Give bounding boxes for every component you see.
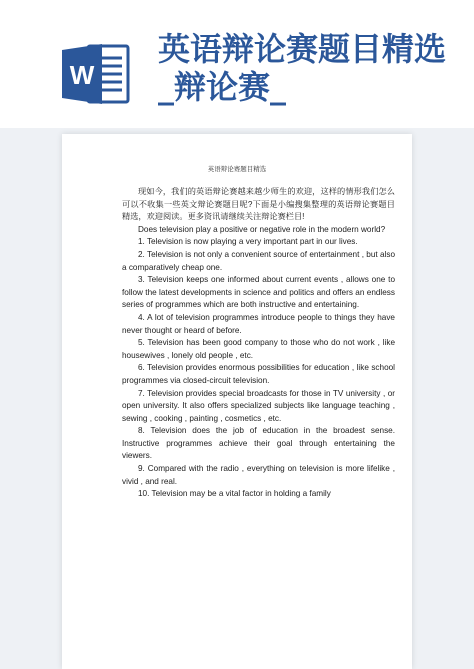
paragraph: 4. A lot of television programmes introduce people to things they have never thought or heard of before. (122, 312, 395, 335)
paragraph: 2. Television is not only a convenient source of entertainment , but also a comparatively cheap one. (122, 249, 395, 272)
paragraph: 10. Television may be a vital factor in holding a family (138, 489, 331, 499)
page-heading: 英语辩论赛题目精选 (207, 165, 267, 173)
paragraph: 1. Television is now playing a very important part in our lives. (138, 237, 358, 247)
document-page (62, 134, 412, 669)
paragraph: 6. Television provides enormous possibilities for education , like school programmes via closed-circuit television. (122, 363, 395, 385)
header (0, 0, 474, 128)
paragraph: 5. Television has been good company to those who do not work , like housewives , lonely old people , etc. (122, 338, 395, 360)
word-icon-letter: W (69, 60, 95, 90)
paragraph: Does television play a positive or negative role in the modern world? (138, 224, 386, 234)
document-body (122, 186, 395, 501)
document-title: 英语辩论赛题目精选_辩论赛_ (158, 30, 447, 106)
paragraph: 8. Television does the job of education in the broadest sense. Instructive programmes achieve their goal through entertaining the viewers. (122, 426, 395, 461)
paragraph: 3. Television keeps one informed about current events , allows one to follow the latest developments in science and politics and offers an endless series of programmes which are both instructive and entertaining. (122, 275, 395, 310)
paragraph: 现如今，我们的英语辩论赛越来越少师生的欢迎，这样的情形我们怎么可以不收集一些英文辩论赛题目呢?下面是小编搜集整理的英语辩论赛题目精选，欢迎阅读。更多资讯请继续关注辩论赛栏目! (122, 187, 395, 222)
paragraph: 9. Compared with the radio , everything on television is more lifelike , vivid , and real. (122, 464, 395, 486)
word-document-icon (62, 40, 130, 108)
paragraph: 7. Television provides special broadcasts for those in TV university , or open university. It also offers specialized subjects like language teaching , sewing , cooking , painting , cosmetics , etc. (122, 388, 395, 423)
